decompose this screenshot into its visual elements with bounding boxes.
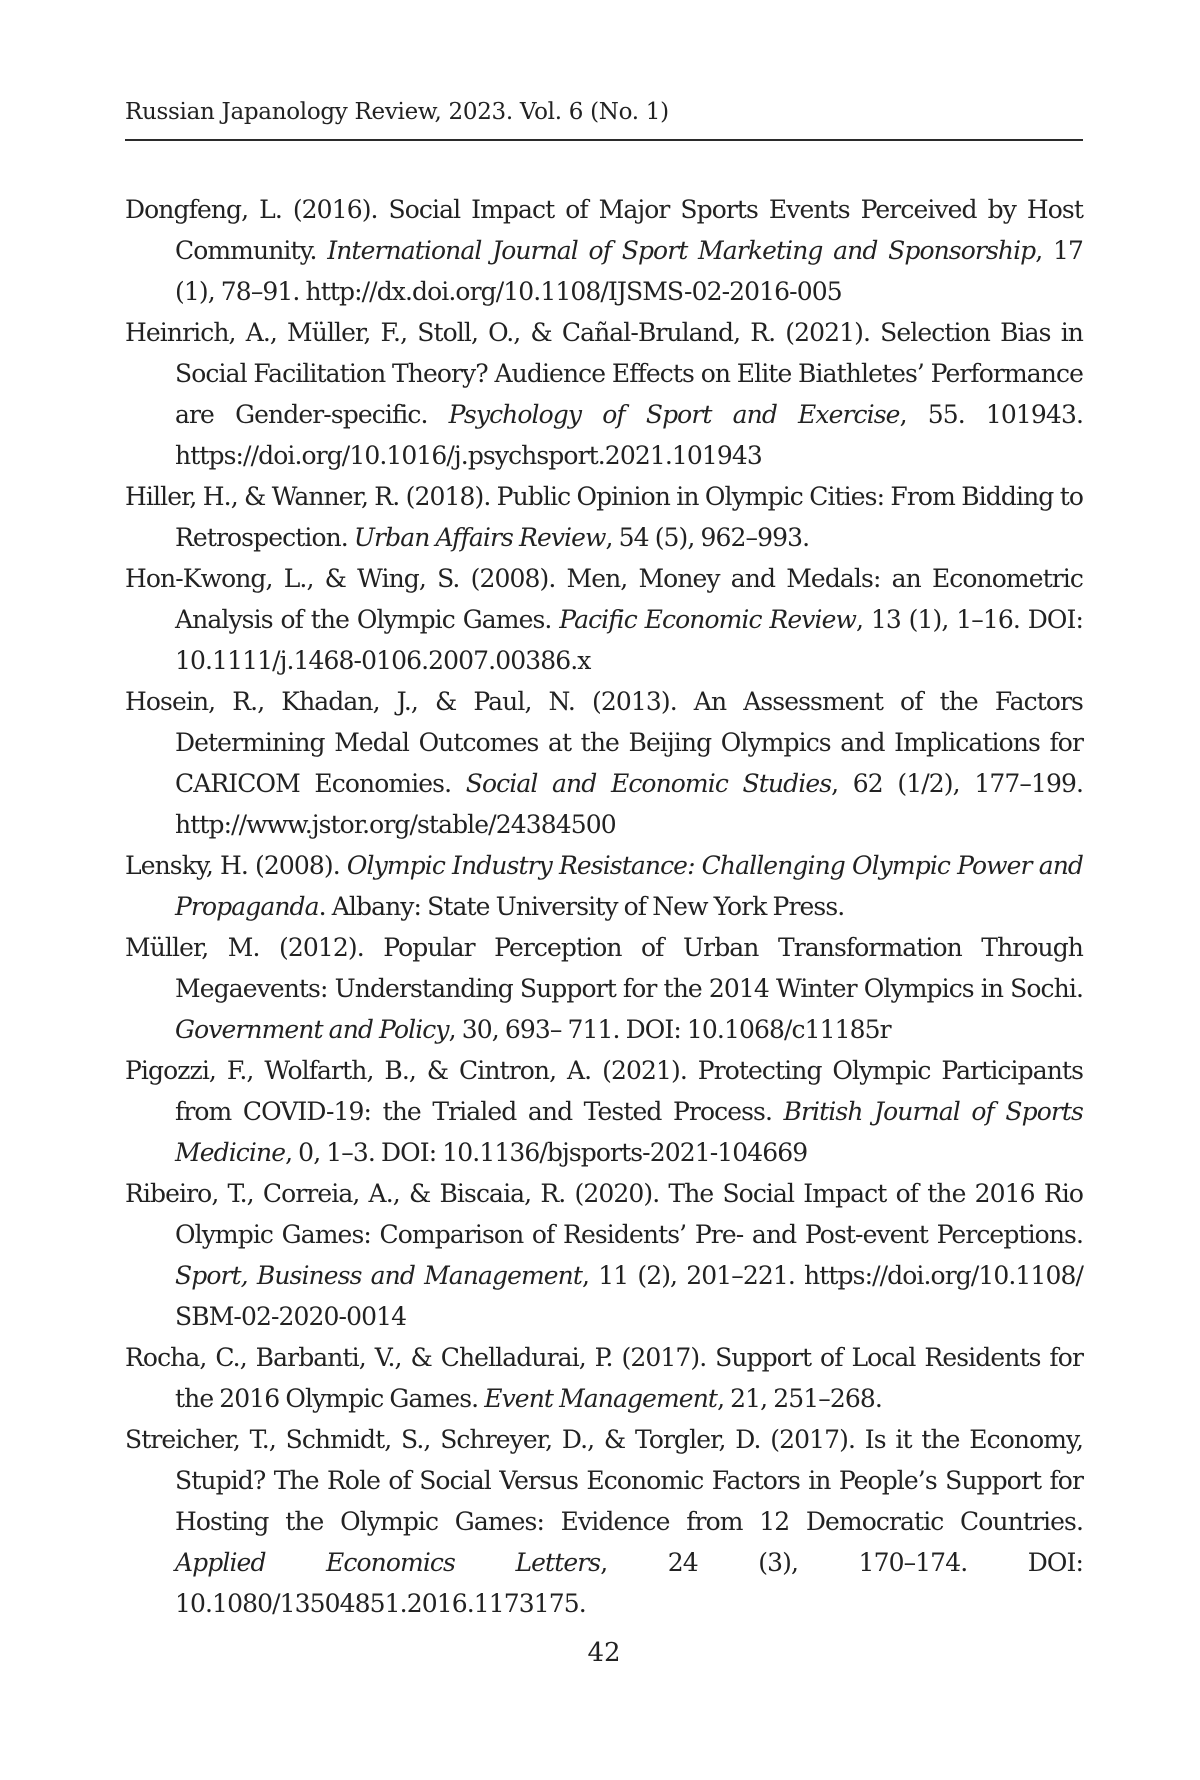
reference-list <box>125 189 1083 1624</box>
reference-text: Rocha, C., Barbanti, V., & Chelladurai, P. (2017). Support of Local Residents for the 2016 Olympic Games. <box>125 1343 1083 1413</box>
reference-source-title: Applied Economics Letters <box>175 1548 601 1577</box>
reference-text: Pigozzi, F., Wolfarth, B., & Cintron, A. (2021). Protecting Olympic Participants from COVID-19: the Trialed and Tested Process. <box>125 1056 1083 1126</box>
reference-text: Ribeiro, T., Correia, A., & Biscaia, R. (2020). The Social Impact of the 2016 Rio Olympic Games: Comparison of Residents’ Pre- and Post-event Perceptions. <box>125 1179 1083 1249</box>
reference-details: , 30, 693– 711. DOI: 10.1068/c11185r <box>448 1015 891 1044</box>
reference-source-title: Social and Economic Studies <box>465 769 832 798</box>
reference-entry <box>125 1337 1083 1419</box>
reference-text: Hon-Kwong, L., & Wing, S. (2008). Men, Money and Medals: an Econometric Analysis of the Olympic Games. <box>125 564 1083 634</box>
reference-text: Dongfeng, L. (2016). Social Impact of Major Sports Events Perceived by Host Community. <box>125 195 1083 265</box>
reference-source-title: International Journal of Sport Marketing and Sponsorship <box>327 236 1036 265</box>
reference-entry <box>125 845 1083 927</box>
reference-text: Müller, M. (2012). Popular Perception of Urban Transformation Through Megaevents: Understanding Support for the 2014 Winter Olympics in Sochi. <box>125 933 1083 1003</box>
reference-source-title: Sport, Business and Management <box>175 1261 583 1290</box>
reference-entry <box>125 1050 1083 1173</box>
reference-details: , 21, 251–268. <box>717 1384 882 1413</box>
reference-entry <box>125 312 1083 476</box>
journal-page <box>125 0 1083 1780</box>
reference-details: , 55. 101943. https://doi.org/10.1016/j.psychsport.2021.101943 <box>175 400 1083 470</box>
reference-source-title: Government and Policy <box>175 1015 449 1044</box>
reference-text: Streicher, T., Schmidt, S., Schreyer, D., & Torgler, D. (2017). Is it the Economy, Stupid? The Role of Social Versus Economic Factors in People’s Support for Hosting the Olympic Games: Evidence from 12 Democratic Countries. <box>125 1425 1083 1536</box>
reference-source-title: British Journal of Sports Medicine <box>175 1097 1083 1167</box>
header-divider <box>125 139 1083 141</box>
reference-entry <box>125 681 1083 845</box>
running-header: Russian Japanology Review, 2023. Vol. 6 (No. 1) <box>125 99 669 125</box>
reference-source-title: Pacific Economic Review <box>559 605 856 634</box>
reference-entry <box>125 189 1083 312</box>
reference-text: Lensky, H. (2008). <box>125 851 347 880</box>
reference-details: . Albany: State University of New York Press. <box>318 892 845 921</box>
reference-entry <box>125 1173 1083 1337</box>
reference-source-title: Event Management <box>484 1384 718 1413</box>
reference-details: , 0, 1–3. DOI: 10.1136/bjsports-2021-104669 <box>285 1138 808 1167</box>
reference-entry <box>125 927 1083 1050</box>
reference-text: Hiller, H., & Wanner, R. (2018). Public Opinion in Olympic Cities: From Bidding to Retrospection. <box>125 482 1083 552</box>
reference-text: Hosein, R., Khadan, J., & Paul, N. (2013). An Assessment of the Factors Determining Medal Outcomes at the Beijing Olympics and Implications for CARICOM Economies. <box>125 687 1083 798</box>
reference-entry <box>125 476 1083 558</box>
reference-details: , 54 (5), 962–993. <box>605 523 810 552</box>
reference-entry <box>125 1419 1083 1624</box>
reference-text: Heinrich, A., Müller, F., Stoll, O., & Cañal-Bruland, R. (2021). Selection Bias in Social Facilitation Theory? Audience Effects on Elite Biathletes’ Performance are Gender-specific. <box>125 318 1083 429</box>
reference-source-title: Psychology of Sport and Exercise <box>448 400 900 429</box>
reference-details: , 13 (1), 1–16. DOI: 10.1111/j.1468-0106.2007.00386.x <box>175 605 1083 675</box>
reference-source-title: Olympic Industry Resistance: Challenging Olympic Power and Propaganda <box>175 851 1083 921</box>
reference-entry <box>125 558 1083 681</box>
reference-details: , 11 (2), 201–221. https://doi.org/10.1108/ SBM-02-2020-0014 <box>175 1261 1083 1331</box>
page-number: 42 <box>587 1638 621 1668</box>
reference-details: , 24 (3), 170–174. DOI: 10.1080/13504851.2016.1173175. <box>175 1548 1083 1618</box>
reference-source-title: Urban Affairs Review <box>353 523 606 552</box>
reference-details: , 62 (1/2), 177–199. http://www.jstor.org/stable/24384500 <box>175 769 1084 839</box>
reference-details: , 17 (1), 78–91. http://dx.doi.org/10.1108/IJSMS-02-2016-005 <box>175 236 1083 306</box>
